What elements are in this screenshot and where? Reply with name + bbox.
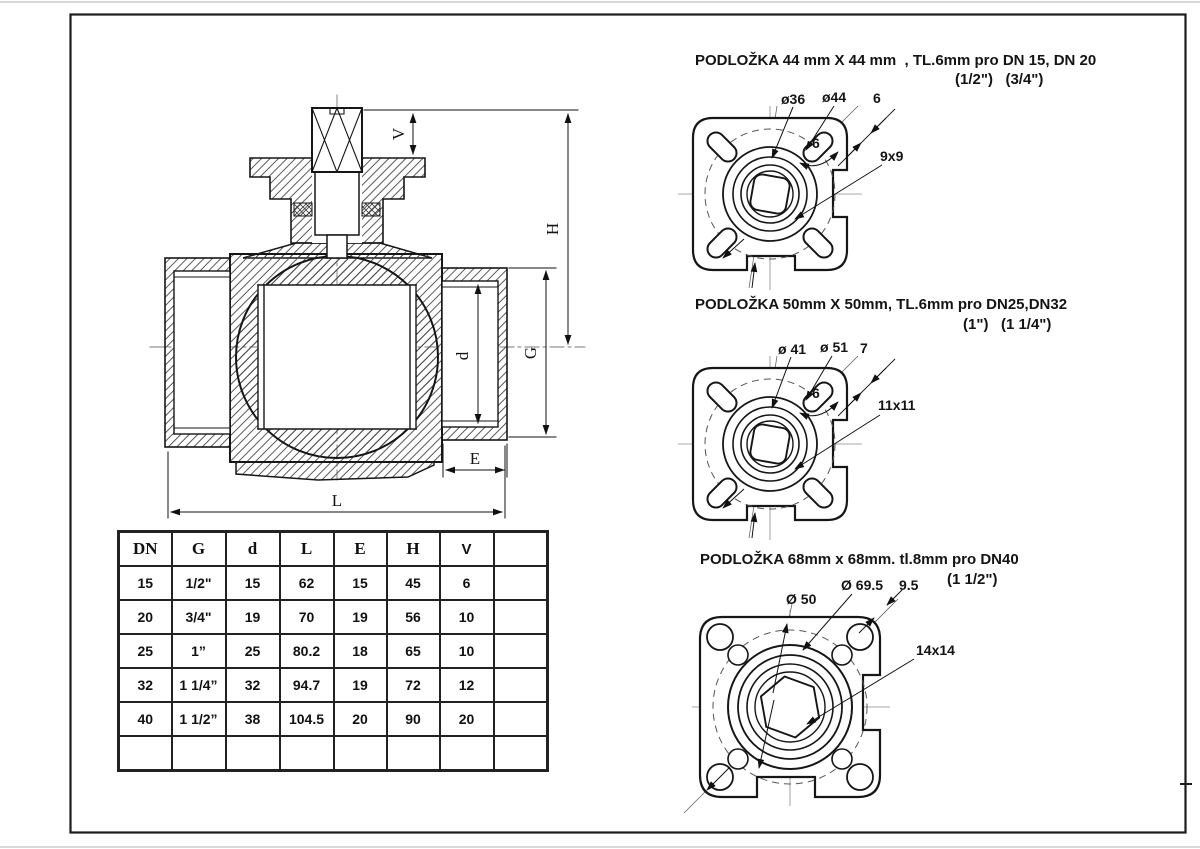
table-row [119, 736, 548, 771]
valve-dim-label-v: V [389, 127, 408, 141]
table-cell: 40 [119, 702, 172, 736]
valve-dim-label-d: d [453, 351, 472, 361]
table-header-cell [494, 532, 548, 567]
flange3-dim-outer: Ø 69.5 [841, 577, 884, 593]
table-cell: 38 [226, 702, 280, 736]
table-cell: 10 [440, 600, 494, 634]
table-cell: 15 [334, 566, 387, 600]
table-cell [494, 668, 548, 702]
table-header-cell: H [387, 532, 440, 567]
valve-dim-label-h: H [543, 222, 562, 236]
table-header-row [119, 532, 548, 567]
table-cell: 62 [280, 566, 334, 600]
table-row [119, 668, 548, 702]
valve-section-view [150, 95, 585, 518]
table-cell [494, 736, 548, 771]
table-cell [280, 736, 334, 771]
valve-right-port [442, 268, 507, 440]
table-header-cell: V [440, 532, 494, 567]
table-cell [387, 736, 440, 771]
table-header-cell: DN [119, 532, 172, 567]
table-header-cell: L [280, 532, 334, 567]
dimension-table [117, 530, 549, 772]
table-cell [440, 736, 494, 771]
valve-left-port [165, 258, 230, 447]
flange1-dim-hole: 9x9 [880, 148, 904, 164]
table-cell [494, 702, 548, 736]
table-cell: 19 [334, 600, 387, 634]
table-cell: 94.7 [280, 668, 334, 702]
valve-dim-label-l: L [331, 491, 343, 510]
flange3-title: PODLOŽKA 68mm x 68mm. tl.8mm pro DN40 [700, 551, 1019, 568]
table-cell: 12 [440, 668, 494, 702]
table-cell: 72 [387, 668, 440, 702]
table-row [119, 600, 548, 634]
table-cell: 6 [440, 566, 494, 600]
table-cell: 104.5 [280, 702, 334, 736]
table-cell: 90 [387, 702, 440, 736]
table-cell: 1 1/2” [172, 702, 226, 736]
flange2-dim-hole: 11x11 [878, 397, 916, 413]
table-cell: 32 [119, 668, 172, 702]
flange-drawing-3 [684, 577, 955, 813]
table-cell: 19 [226, 600, 280, 634]
flange3-dim-hole: 14x14 [916, 642, 955, 658]
table-row [119, 566, 548, 600]
table-cell: 10 [440, 634, 494, 668]
table-cell: 19 [334, 668, 387, 702]
flange-drawing-2 [678, 339, 916, 540]
flange1-dim-outer: ø44 [822, 89, 847, 105]
flange2-dim-slot: 6 [812, 385, 820, 401]
table-cell [119, 736, 172, 771]
table-cell: 20 [119, 600, 172, 634]
flange2-dim-outer: ø 51 [820, 339, 849, 355]
table-cell: 45 [387, 566, 440, 600]
table-cell: 70 [280, 600, 334, 634]
flange1-subtitle: (1/2") (3/4") [955, 71, 1044, 88]
flange2-dim-inner: ø 41 [778, 341, 807, 357]
table-cell: 25 [226, 634, 280, 668]
table-cell: 32 [226, 668, 280, 702]
table-cell [494, 634, 548, 668]
flange3-dim-bore: Ø 50 [786, 591, 817, 607]
table-header-cell: G [172, 532, 226, 567]
table-cell: 65 [387, 634, 440, 668]
table-cell [226, 736, 280, 771]
table-header-cell: E [334, 532, 387, 567]
table-row [119, 634, 548, 668]
table-cell: 15 [119, 566, 172, 600]
flange3-subtitle: (1 1/2") [947, 571, 998, 588]
table-cell: 3/4" [172, 600, 226, 634]
valve-dim-label-g: G [521, 346, 540, 360]
valve-dim-label-e: E [469, 449, 481, 468]
table-cell: 1 1/4” [172, 668, 226, 702]
valve-stem [312, 108, 362, 258]
flange-drawing-1 [678, 89, 904, 290]
table-row [119, 702, 548, 736]
flange2-title: PODLOŽKA 50mm X 50mm, TL.6mm pro DN25,DN32 [695, 296, 1068, 313]
table-cell [172, 736, 226, 771]
table-cell: 25 [119, 634, 172, 668]
table-cell [494, 566, 548, 600]
table-cell: 56 [387, 600, 440, 634]
table-cell [494, 600, 548, 634]
table-header-cell: d [226, 532, 280, 567]
table-cell: 15 [226, 566, 280, 600]
table-cell: 1/2" [172, 566, 226, 600]
table-cell [334, 736, 387, 771]
flange1-dim-slot: 6 [812, 135, 820, 151]
table-cell: 20 [334, 702, 387, 736]
flange1-dim-thick: 6 [873, 90, 881, 106]
flange2-subtitle: (1") (1 1/4") [963, 316, 1052, 333]
table-cell: 18 [334, 634, 387, 668]
flange1-dim-inner: ø36 [781, 91, 806, 107]
table-cell: 1” [172, 634, 226, 668]
flange2-dim-thick: 7 [860, 340, 868, 356]
flange1-title: PODLOŽKA 44 mm X 44 mm , TL.6mm pro DN 15, DN 20 [695, 52, 1097, 69]
table-cell: 20 [440, 702, 494, 736]
flange3-dim-thick: 9.5 [899, 577, 919, 593]
table-cell: 80.2 [280, 634, 334, 668]
